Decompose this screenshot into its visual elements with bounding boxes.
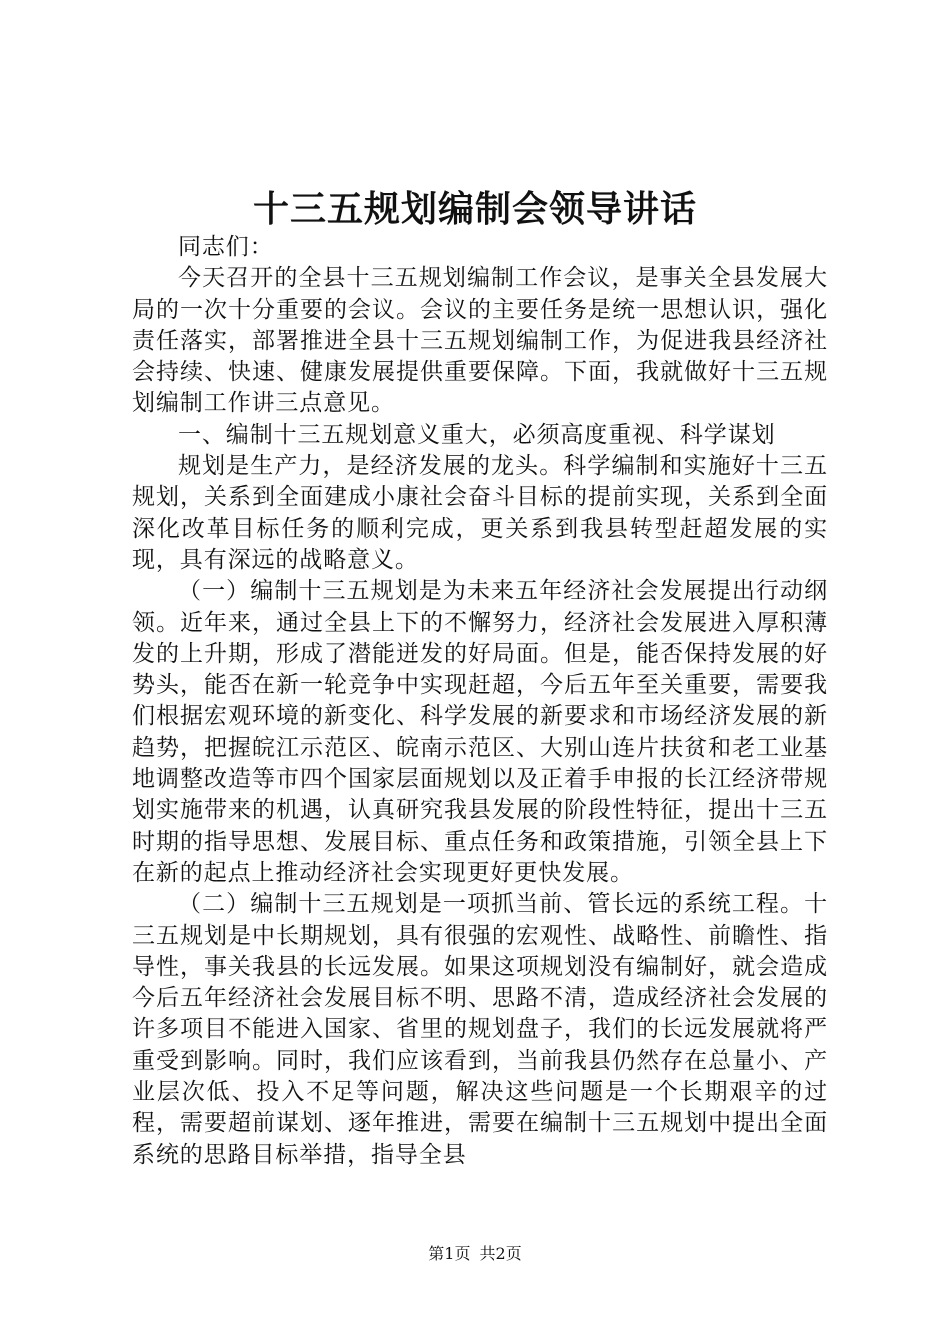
page-number: 第1页 bbox=[428, 1244, 471, 1263]
page-footer bbox=[0, 1244, 950, 1264]
page-total: 共2页 bbox=[479, 1244, 522, 1263]
paragraph-point-1: （一）编制十三五规划是为未来五年经济社会发展提出行动纲领。近年来，通过全县上下的不懈努力，经济社会发展进入厚积薄发的上升期，形成了潜能迸发的好局面。但是，能否保持发展的好势头，能否在新一轮竞争中实现赶超，今后五年至关重要，需要我们根据宏观环境的新变化、科学发展的新要求和市场经济发展的新趋势，把握皖江示范区、皖南示范区、大别山连片扶贫和老工业基地调整改造等市四个国家层面规划以及正着手申报的长江经济带规划实施带来的机遇，认真研究我县发展的阶段性特征，提出十三五时期的指导思想、发展目标、重点任务和政策措施，引领全县上下在新的起点上推动经济社会实现更好更快发展。 bbox=[132, 578, 828, 886]
paragraph-significance: 规划是生产力，是经济发展的龙头。科学编制和实施好十三五规划，关系到全面建成小康社会奋斗目标的提前实现，关系到全面深化改革目标任务的顺利完成，更关系到我县转型赶超发展的实现，具有深远的战略意义。 bbox=[132, 453, 828, 573]
document-body bbox=[132, 232, 828, 1171]
document-title: 十三五规划编制会领导讲话 bbox=[252, 188, 697, 230]
section-heading-1: 一、编制十三五规划意义重大，必须高度重视、科学谋划 bbox=[178, 421, 776, 448]
paragraph-point-2: （二）编制十三五规划是一项抓当前、管长远的系统工程。十三五规划是中长期规划，具有很强的宏观性、战略性、前瞻性、指导性，事关我县的长远发展。如果这项规划没有编制好，就会造成今后五年经济社会发展目标不明、思路不清，造成经济社会发展的许多项目不能进入国家、省里的规划盘子，我们的长远发展就将严重受到影响。同时，我们应该看到，当前我县仍然存在总量小、产业层次低、投入不足等问题，解决这些问题是一个长期艰辛的过程，需要超前谋划、逐年推进，需要在编制十三五规划中提出全面系统的思路目标举措，指导全县 bbox=[132, 891, 828, 1168]
paragraph-intro: 今天召开的全县十三五规划编制工作会议，是事关全县发展大局的一次十分重要的会议。会议的主要任务是统一思想认识，强化责任落实，部署推进全县十三五规划编制工作，为促进我县经济社会持续、快速、健康发展提供重要保障。下面，我就做好十三五规划编制工作讲三点意见。 bbox=[132, 265, 828, 417]
salutation: 同志们： bbox=[178, 234, 274, 260]
